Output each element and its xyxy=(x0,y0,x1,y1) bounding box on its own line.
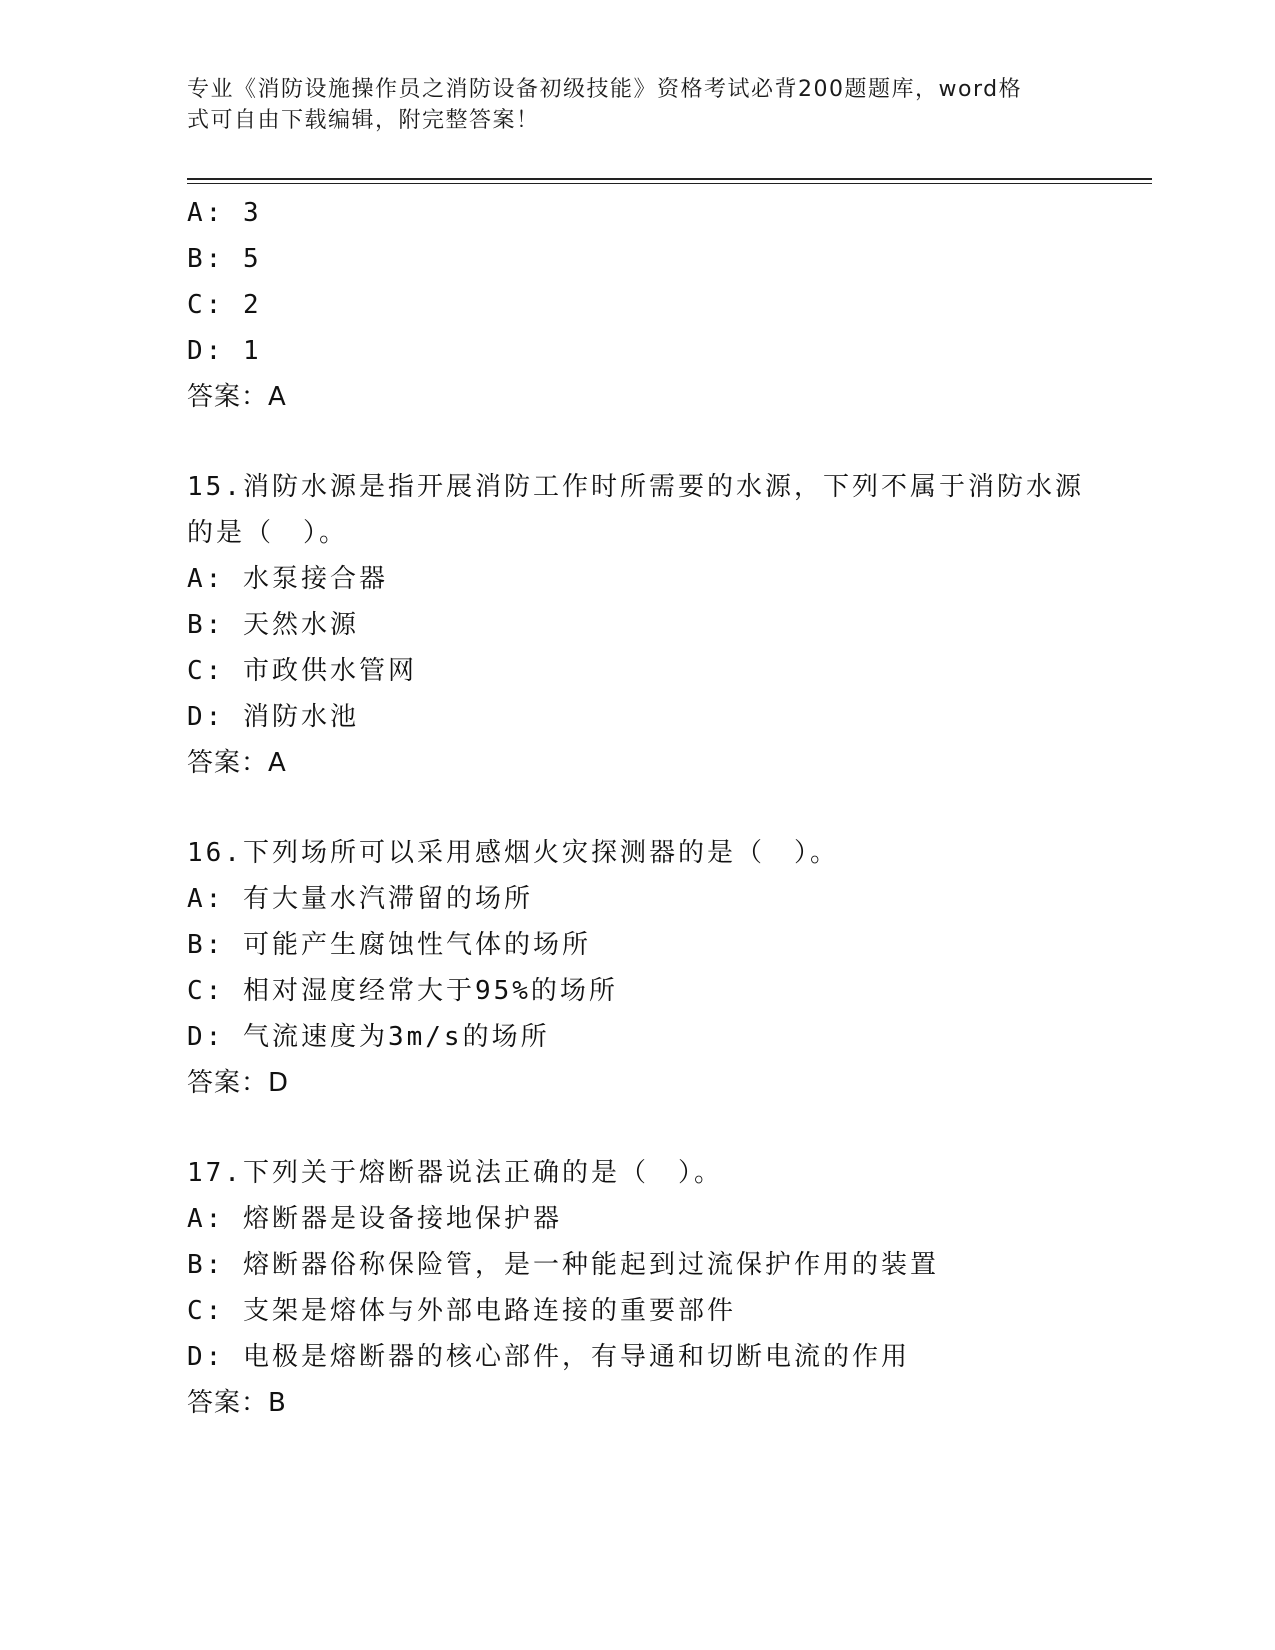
option-text: 5 xyxy=(242,244,262,274)
option-a xyxy=(187,190,1087,236)
option-a xyxy=(187,1196,1087,1242)
option-label: C: xyxy=(187,656,225,686)
answer-line: 答案：B xyxy=(187,1388,287,1418)
option-a xyxy=(187,876,1087,922)
option-label: A: xyxy=(187,884,225,914)
option-label: D: xyxy=(187,1022,225,1052)
option-text: 3 xyxy=(242,198,262,228)
option-c xyxy=(187,1288,1087,1334)
option-text: 1 xyxy=(242,336,262,366)
header-line-2: 式可自由下载编辑，附完整答案！ xyxy=(187,108,540,133)
option-label: A: xyxy=(187,198,225,228)
option-b xyxy=(187,1242,1087,1288)
option-d xyxy=(187,1334,1087,1380)
option-text: 天然水源 xyxy=(242,610,359,640)
spacer xyxy=(187,786,1087,830)
option-label: D: xyxy=(187,1342,225,1372)
question-stem-line-1: 16.下列场所可以采用感烟火灾探测器的是（ ）。 xyxy=(187,838,839,868)
option-text: 有大量水汽滞留的场所 xyxy=(242,884,533,914)
question-stem xyxy=(187,464,1087,556)
option-text: 消防水池 xyxy=(242,702,359,732)
option-label: C: xyxy=(187,976,225,1006)
option-text: 电极是熔断器的核心部件，有导通和切断电流的作用 xyxy=(242,1342,910,1372)
option-text: 支架是熔体与外部电路连接的重要部件 xyxy=(242,1296,736,1326)
option-label: C: xyxy=(187,290,225,320)
prev-question-block xyxy=(187,190,1087,420)
option-label: D: xyxy=(187,702,225,732)
question-16-block xyxy=(187,830,1087,1106)
option-text: 2 xyxy=(242,290,262,320)
question-stem xyxy=(187,830,1087,876)
option-label: C: xyxy=(187,1296,225,1326)
option-text: 市政供水管网 xyxy=(242,656,417,686)
answer-line: 答案：D xyxy=(187,1068,290,1098)
option-b xyxy=(187,922,1087,968)
spacer xyxy=(187,1106,1087,1150)
question-list xyxy=(187,190,1087,1426)
answer-line: 答案：A xyxy=(187,748,287,778)
option-a xyxy=(187,556,1087,602)
header-line-1: 专业《消防设施操作员之消防设备初级技能》资格考试必背200题题库，word格 xyxy=(187,77,1023,102)
question-15-block xyxy=(187,464,1087,786)
option-d xyxy=(187,328,1087,374)
option-label: B: xyxy=(187,1250,225,1280)
question-stem-line-1: 17.下列关于熔断器说法正确的是（ ）。 xyxy=(187,1158,723,1188)
option-text: 水泵接合器 xyxy=(242,564,388,594)
option-c xyxy=(187,648,1087,694)
question-stem-line-2: 的是（ ）。 xyxy=(187,518,349,548)
option-c xyxy=(187,968,1087,1014)
question-stem-line-1: 15.消防水源是指开展消防工作时所需要的水源，下列不属于消防水源 xyxy=(187,472,1084,502)
option-c xyxy=(187,282,1087,328)
option-b xyxy=(187,236,1087,282)
option-b xyxy=(187,602,1087,648)
header-divider-thin xyxy=(187,183,1152,184)
option-label: B: xyxy=(187,244,225,274)
option-label: A: xyxy=(187,564,225,594)
option-label: A: xyxy=(187,1204,225,1234)
option-text: 熔断器俗称保险管，是一种能起到过流保护作用的装置 xyxy=(242,1250,939,1280)
question-17-block xyxy=(187,1150,1087,1426)
document-header xyxy=(187,74,1067,136)
option-d xyxy=(187,694,1087,740)
option-label: B: xyxy=(187,610,225,640)
option-label: B: xyxy=(187,930,225,960)
option-text: 气流速度为3m/s的场所 xyxy=(242,1022,550,1052)
option-d xyxy=(187,1014,1087,1060)
header-divider-thick xyxy=(187,178,1152,180)
option-text: 熔断器是设备接地保护器 xyxy=(242,1204,562,1234)
answer-line: 答案：A xyxy=(187,382,287,412)
question-stem xyxy=(187,1150,1087,1196)
spacer xyxy=(187,420,1087,464)
option-label: D: xyxy=(187,336,225,366)
option-text: 相对湿度经常大于95%的场所 xyxy=(242,976,618,1006)
option-text: 可能产生腐蚀性气体的场所 xyxy=(242,930,591,960)
